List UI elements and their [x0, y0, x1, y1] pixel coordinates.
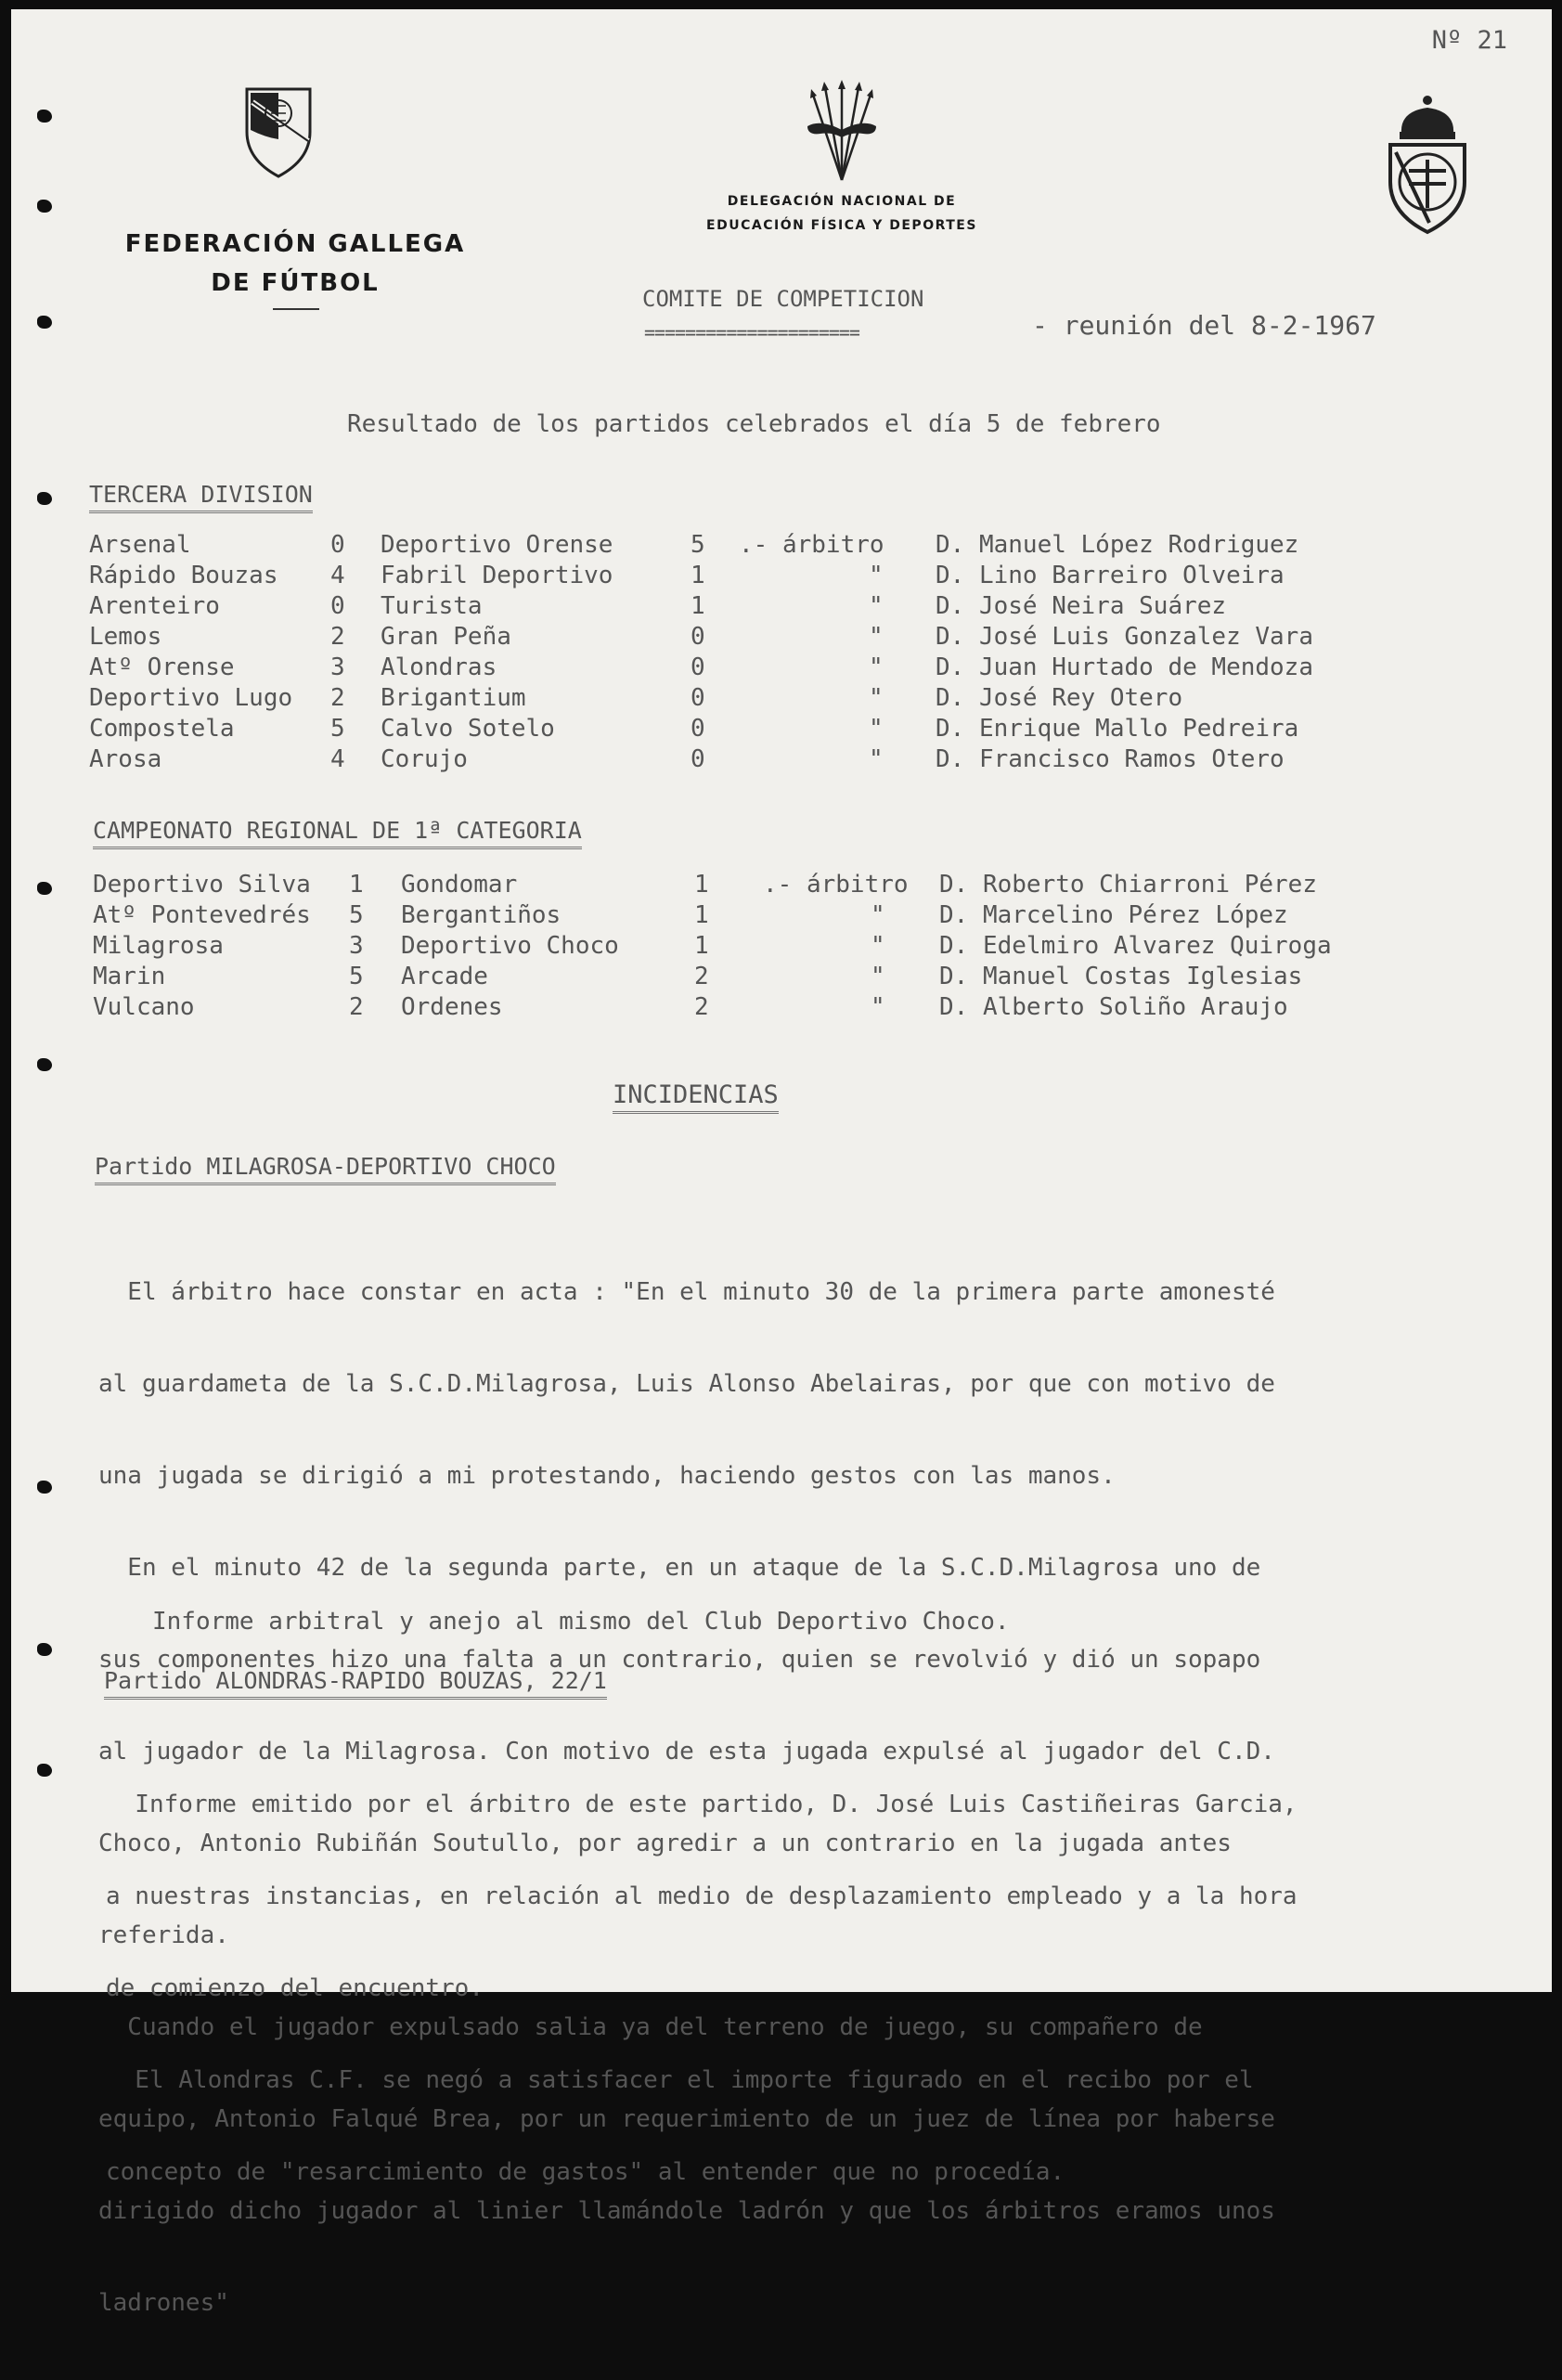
delegation-name — [670, 189, 1013, 238]
referee-name: D. Lino Barreiro Olveira — [936, 562, 1284, 589]
home-score: 0 — [330, 592, 345, 620]
away-team: Calvo Sotelo — [381, 715, 555, 743]
partido2-text — [106, 1728, 1297, 2249]
text-line: concepto de "resarcimiento de gastos" al entender que no procedía. — [106, 2158, 1065, 2186]
text-line: una jugada se dirigió a mi protestando, haciendo gestos con las manos. — [98, 1462, 1116, 1490]
table-row — [11, 684, 1552, 716]
table-row — [11, 745, 1552, 777]
ditto-mark: " — [871, 901, 885, 929]
away-score: 0 — [691, 653, 705, 681]
tercera-division-title: TERCERA DIVISION — [89, 481, 313, 513]
binder-hole — [37, 1058, 52, 1071]
table-row — [11, 531, 1552, 563]
home-team: Milagrosa — [93, 932, 224, 960]
away-score: 1 — [691, 592, 705, 620]
home-team: Compostela — [89, 715, 235, 743]
text-line: dirigido dicho jugador al linier llamándole ladrón y que los árbitros eramos unos — [98, 2197, 1275, 2225]
referee-name: D. Enrique Mallo Pedreira — [936, 715, 1299, 743]
home-team: Lemos — [89, 623, 162, 651]
binder-hole — [37, 492, 52, 505]
home-score: 2 — [330, 623, 345, 651]
away-team: Gondomar — [401, 871, 518, 899]
federation-shield-icon — [243, 84, 314, 178]
document-number: Nº 21 — [1431, 26, 1507, 55]
binder-hole — [37, 200, 52, 213]
home-score: 4 — [330, 745, 345, 773]
regional-title: CAMPEONATO REGIONAL DE 1ª CATEGORIA — [93, 817, 582, 849]
home-team: Arosa — [89, 745, 162, 773]
referee-name: D. Roberto Chiarroni Pérez — [939, 871, 1317, 899]
home-team: Arsenal — [89, 531, 191, 559]
table-row — [11, 871, 1552, 902]
home-score: 5 — [349, 901, 364, 929]
table-row — [11, 653, 1552, 685]
text-line: sus componentes hizo una falta a un contrario, quien se revolvió y dió un sopapo — [98, 1646, 1261, 1674]
table-row — [11, 562, 1552, 593]
ditto-mark: " — [869, 684, 884, 712]
yoke-arrows-icon — [802, 78, 882, 184]
referee-name: D. Alberto Soliño Araujo — [939, 993, 1288, 1021]
referee-name: D. José Rey Otero — [936, 684, 1183, 712]
text-line: Informe emitido por el árbitro de este partido, D. José Luis Castiñeiras Garcia, — [106, 1791, 1297, 1818]
document-page — [11, 9, 1552, 2317]
home-score: 5 — [349, 963, 364, 990]
text-line: En el minuto 42 de la segunda parte, en un ataque de la S.C.D.Milagrosa uno de — [98, 1554, 1261, 1582]
away-team: Deportivo Choco — [401, 932, 619, 960]
binder-hole — [37, 1643, 52, 1656]
text-line: Choco, Antonio Rubiñán Soutullo, por agredir a un contrario en la jugada antes — [98, 1830, 1232, 1857]
table-row — [11, 932, 1552, 964]
home-team: Deportivo Silva — [93, 871, 311, 899]
away-score: 1 — [694, 932, 709, 960]
ditto-mark: " — [871, 963, 885, 990]
text-line: El Alondras C.F. se negó a satisfacer el importe figurado en el recibo por el — [106, 2066, 1254, 2094]
crowned-shield-icon — [1375, 93, 1479, 234]
text-line: ladrones" — [98, 2289, 229, 2317]
committee-underline: ===================== — [644, 321, 859, 343]
binder-hole — [37, 316, 52, 329]
table-row — [11, 901, 1552, 933]
text-line: al jugador de la Milagrosa. Con motivo de esta jugada expulsé al jugador del C.D. — [98, 1738, 1275, 1766]
home-score: 3 — [349, 932, 364, 960]
delegation-line1: DELEGACIÓN NACIONAL DE — [727, 194, 957, 209]
away-score: 0 — [691, 745, 705, 773]
ditto-mark: " — [869, 715, 884, 743]
away-team: Arcade — [401, 963, 488, 990]
table-row — [11, 715, 1552, 746]
referee-label: .- árbitro — [739, 531, 884, 559]
delegation-line2: EDUCACIÓN FÍSICA Y DEPORTES — [706, 218, 977, 233]
away-team: Alondras — [381, 653, 497, 681]
referee-name: D. Francisco Ramos Otero — [936, 745, 1284, 773]
home-score: 1 — [349, 871, 364, 899]
away-score: 1 — [691, 562, 705, 589]
ditto-mark: " — [869, 745, 884, 773]
text-line: a nuestras instancias, en relación al medio de desplazamiento empleado y a la hora — [106, 1882, 1297, 1910]
binder-hole — [37, 1764, 52, 1777]
away-score: 1 — [694, 901, 709, 929]
divider — [273, 308, 319, 310]
table-row — [11, 993, 1552, 1025]
away-team: Brigantium — [381, 684, 526, 712]
away-score: 5 — [691, 531, 705, 559]
referee-name: D. Juan Hurtado de Mendoza — [936, 653, 1313, 681]
away-team: Bergantiños — [401, 901, 562, 929]
referee-label: .- árbitro — [763, 871, 909, 899]
referee-name: D. José Luis Gonzalez Vara — [936, 623, 1313, 651]
home-team: Atº Pontevedrés — [93, 901, 311, 929]
home-score: 2 — [349, 993, 364, 1021]
table-row — [11, 963, 1552, 994]
partido1-note: Informe arbitral y anejo al mismo del Club Deportivo Choco. — [152, 1608, 1010, 1636]
ditto-mark: " — [869, 623, 884, 651]
home-team: Atº Orense — [89, 653, 235, 681]
ditto-mark: " — [869, 592, 884, 620]
binder-hole — [37, 1481, 52, 1494]
meeting-date: - reunión del 8-2-1967 — [1032, 310, 1376, 341]
referee-name: D. Manuel López Rodriguez — [936, 531, 1299, 559]
ditto-mark: " — [869, 562, 884, 589]
ditto-mark: " — [869, 653, 884, 681]
away-score: 0 — [691, 715, 705, 743]
partido2-title: Partido ALONDRAS-RAPIDO BOUZAS, 22/1 — [104, 1667, 607, 1700]
federation-line1: FEDERACIÓN GALLEGA — [124, 230, 466, 258]
home-team: Marin — [93, 963, 166, 990]
text-line: referida. — [98, 1921, 229, 1949]
away-team: Ordenes — [401, 993, 503, 1021]
away-score: 2 — [694, 993, 709, 1021]
home-team: Arenteiro — [89, 592, 220, 620]
home-team: Deportivo Lugo — [89, 684, 293, 712]
results-intro: Resultado de los partidos celebrados el día 5 de febrero — [347, 410, 1161, 438]
binder-hole — [37, 110, 52, 123]
referee-name: D. Manuel Costas Iglesias — [939, 963, 1303, 990]
away-team: Fabril Deportivo — [381, 562, 613, 589]
home-score: 0 — [330, 531, 345, 559]
text-line: El árbitro hace constar en acta : "En el minuto 30 de la primera parte amonesté — [98, 1278, 1275, 1306]
ditto-mark: " — [871, 932, 885, 960]
away-score: 2 — [694, 963, 709, 990]
away-score: 1 — [694, 871, 709, 899]
away-team: Gran Peña — [381, 623, 511, 651]
home-score: 5 — [330, 715, 345, 743]
referee-name: D. José Neira Suárez — [936, 592, 1227, 620]
referee-name: D. Marcelino Pérez López — [939, 901, 1288, 929]
table-row — [11, 623, 1552, 654]
away-score: 0 — [691, 623, 705, 651]
incidencias-title: INCIDENCIAS — [613, 1080, 779, 1114]
partido1-title: Partido MILAGROSA-DEPORTIVO CHOCO — [95, 1153, 556, 1185]
home-score: 3 — [330, 653, 345, 681]
home-team: Rápido Bouzas — [89, 562, 278, 589]
home-score: 4 — [330, 562, 345, 589]
table-row — [11, 592, 1552, 624]
ditto-mark: " — [871, 993, 885, 1021]
text-line: Cuando el jugador expulsado salia ya del terreno de juego, su compañero de — [98, 2013, 1203, 2041]
referee-name: D. Edelmiro Alvarez Quiroga — [939, 932, 1332, 960]
away-team: Deportivo Orense — [381, 531, 613, 559]
away-team: Turista — [381, 592, 483, 620]
federation-name — [106, 225, 484, 303]
committee-title: COMITE DE COMPETICION — [642, 286, 924, 312]
text-line: de comienzo del encuentro. — [106, 1974, 484, 2002]
text-line: equipo, Antonio Falqué Brea, por un requerimiento de un juez de línea por haberse — [98, 2105, 1275, 2133]
away-team: Corujo — [381, 745, 468, 773]
home-team: Vulcano — [93, 993, 195, 1021]
away-score: 0 — [691, 684, 705, 712]
federation-line2: DE FÚTBOL — [211, 269, 380, 297]
text-line: al guardameta de la S.C.D.Milagrosa, Luis Alonso Abelairas, por que con motivo de — [98, 1370, 1275, 1398]
home-score: 2 — [330, 684, 345, 712]
